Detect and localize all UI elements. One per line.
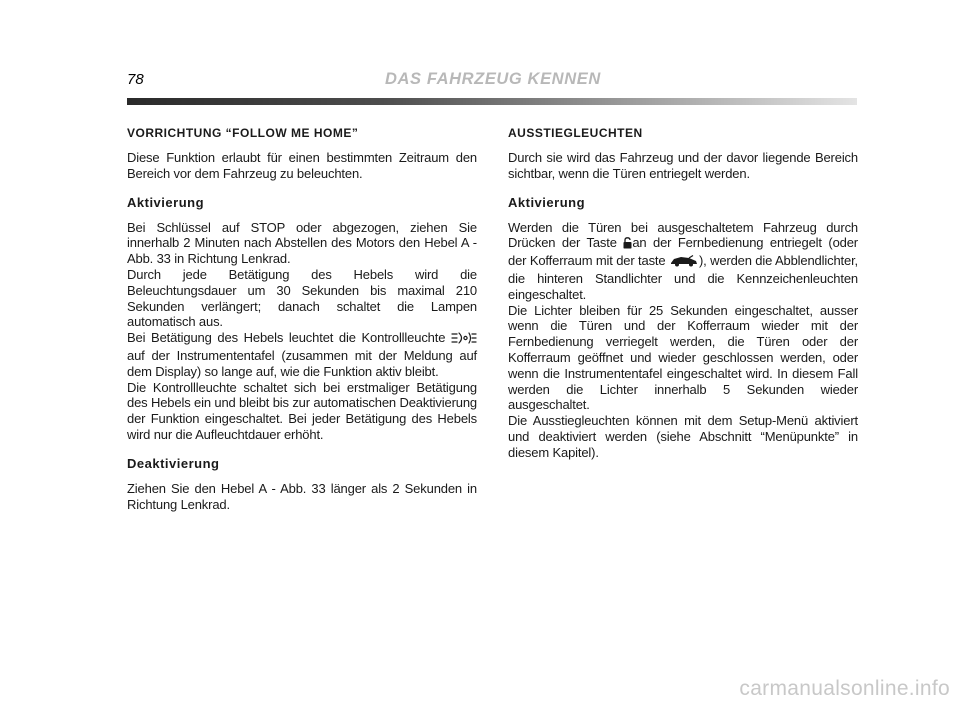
- left-column: [127, 126, 477, 512]
- exit-activation-heading: Aktivierung: [508, 194, 586, 210]
- exit-activation-text-b: an der Fernbedienung entriegelt (oder der Kofferraum mit der taste: [508, 235, 858, 269]
- activation-paragraph-3-start: Bei Betätigung des Hebels leuchtet die Kontrollleuchte: [127, 330, 446, 346]
- activation-paragraph-4: Die Kontrollleuchte schaltet sich bei erstmaliger Betätigung des Hebels ein und bleibt bis zur automatischen Deaktivierung der Funktion eingeschaltet. Bei jeder Betätigung des Hebels wird nur die Aufleuchtdauer erhöht.: [127, 379, 478, 442]
- follow-me-home-intro: Diese Funktion erlaubt für einen bestimmten Zeitraum den Bereich vor dem Fahrzeug zu beleuchten.: [127, 150, 477, 181]
- deactivation-heading: Deaktivierung: [127, 455, 220, 471]
- section-title: DAS FAHRZEUG KENNEN: [385, 70, 601, 88]
- car-trunk-icon: [669, 255, 699, 271]
- page-number: 78: [127, 71, 144, 88]
- exit-activation-paragraph-1: [508, 220, 858, 303]
- unlock-padlock-icon: [623, 237, 632, 253]
- activation-paragraph-3: [127, 330, 477, 379]
- exit-lights-intro: Durch sie wird das Fahrzeug und der davor liegende Bereich sichtbar, wenn die Türen entriegelt werden.: [508, 150, 858, 181]
- exit-activation-paragraph-3: Die Ausstiegleuchten können mit dem Setup-Menü aktiviert und deaktiviert werden (siehe Abschnitt “Menüpunkte” in diesem Kapitel).: [508, 413, 858, 460]
- follow-me-home-lamp-icon: [451, 332, 477, 348]
- header-rule: [127, 98, 857, 105]
- follow-me-home-heading: VORRICHTUNG “FOLLOW ME HOME”: [127, 126, 359, 140]
- exit-lights-heading: AUSSTIEGLEUCHTEN: [508, 126, 643, 140]
- activation-paragraph-2: Durch jede Betätigung des Hebels wird die Beleuchtungsdauer um 30 Sekunden bis maximal 210 Sekunden verlängert; danach schaltet die Lampen automatisch aus.: [127, 266, 477, 330]
- activation-paragraph-1: Bei Schlüssel auf STOP oder abgezogen, ziehen Sie innerhalb 2 Minuten nach Abstellen des Motors den Hebel A - Abb. 33 in Richtung Lenkrad.: [127, 219, 477, 267]
- exit-activation-text-c: ), werden die Abblendlichter, die hinteren Standlichter und die Kennzeichenleuchten eingeschaltet.: [508, 253, 858, 302]
- right-column: [508, 126, 858, 461]
- watermark: carmanualsonline.info: [739, 677, 950, 700]
- activation-heading: Aktivierung: [127, 194, 205, 210]
- exit-activation-text-a: Werden die Türen bei ausgeschaltetem Fahrzeug durch Drücken der Taste: [508, 219, 858, 251]
- exit-activation-paragraph-2: Die Lichter bleiben für 25 Sekunden eingeschaltet, ausser wenn die Türen und der Kofferraum wieder mit der Fernbedienung verriegelt werden, die Türen oder der Kofferraum geöffnet und wieder geschlossen werden, oder wenn die Instrumententafel eingeschaltet wird. In diesem Fall werden die Lichter innerhalb 5 Sekunden wieder ausgeschaltet.: [508, 302, 858, 413]
- activation-paragraph-3-end: auf der Instrumententafel (zusammen mit der Meldung auf dem Display) so lange auf, wie die Funktion aktiv bleibt.: [127, 347, 477, 379]
- deactivation-paragraph: Ziehen Sie den Hebel A - Abb. 33 länger als 2 Sekunden in Richtung Lenkrad.: [127, 480, 477, 512]
